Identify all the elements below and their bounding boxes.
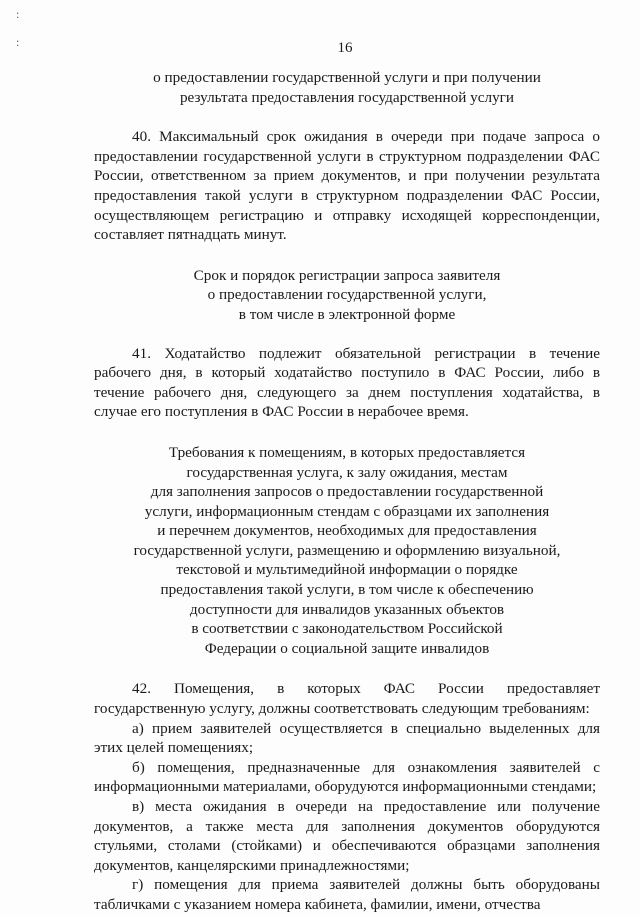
paragraph-42-item-a: а) прием заявителей осуществляется в специально выделенных для этих целей помещениях;: [94, 719, 600, 757]
document-body: [94, 68, 600, 915]
heading-line: о предоставлении государственной услуги,: [207, 286, 487, 304]
heading-line: услуги, информационным стендам с образцами их заполнения: [144, 502, 550, 520]
heading-line: о предоставлении государственной услуги и при получении: [153, 69, 541, 86]
paragraph-42-item-d: г) помещения для приема заявителей должны быть оборудованы табличками с указанием номера кабинета, фамилии, имени, отчества: [94, 876, 600, 913]
heading-line: и перечнем документов, необходимых для предоставления: [157, 522, 537, 540]
paragraph-42: 42. Помещения, в которых ФАС России предоставляет государственную услугу, должны соответствовать следующим требованиям:: [94, 680, 600, 718]
heading-line: для заполнения запросов о предоставлении государственной: [150, 483, 544, 501]
paragraph-40: 40. Максимальный срок ожидания в очереди при подаче запроса о предоставлении государственной услуги в структурном подразделении ФАС России, ответственном за прием документов, и при получении результата предоставления такой услуги в структурном подразделении ФАС России, осуществляющем регистрацию и отправку исходящей корреспонденции, составляет пятнадцать минут.: [94, 128, 600, 244]
heading-line: доступности для инвалидов указанных объектов: [189, 600, 505, 618]
margin-mark: :: [16, 7, 20, 21]
heading-line: государственной услуги, размещению и оформлению визуальной,: [133, 541, 561, 559]
page-number: 16: [337, 40, 353, 56]
heading-registration: [94, 266, 600, 325]
paragraph-42-item-c: в) места ожидания в очереди на предоставление или получение документов, а также места для заполнения документов оборудуются стульями, столами (стойками) и обеспечиваются образцами заполнения документов, канцелярскими принадлежностями;: [94, 798, 600, 874]
heading-line: Срок и порядок регистрации запроса заявителя: [193, 266, 501, 284]
heading-line: государственная услуга, к залу ожидания, местам: [186, 463, 508, 481]
heading-line: в соответствии с законодательством Российской: [191, 620, 503, 638]
heading-line: результата предоставления государственной услуги: [179, 88, 515, 106]
paragraph-41: 41. Ходатайство подлежит обязательной регистрации в течение рабочего дня, в который ходатайство поступило в ФАС России, либо в течение рабочего дня, следующего за днем поступления ходатайства, в случае его поступления в ФАС России в нерабочее время.: [94, 344, 600, 421]
heading-line: в том числе в электронной форме: [238, 305, 456, 323]
heading-line: предоставления такой услуги, в том числе к обеспечению: [160, 581, 534, 599]
margin-mark: :: [16, 35, 20, 49]
paragraph-42-item-b: б) помещения, предназначенные для ознакомления заявителей с информационными материалами, оборудуются информационными стендами;: [94, 758, 600, 796]
heading-premises-requirements: [94, 443, 600, 659]
heading-line: Требования к помещениям, в которых предоставляется: [168, 443, 526, 461]
heading-line: Федерации о социальной защите инвалидов: [204, 639, 490, 657]
heading-service-receipt: [94, 68, 600, 107]
heading-line: текстовой и мультимедийной информации о порядке: [176, 561, 518, 579]
